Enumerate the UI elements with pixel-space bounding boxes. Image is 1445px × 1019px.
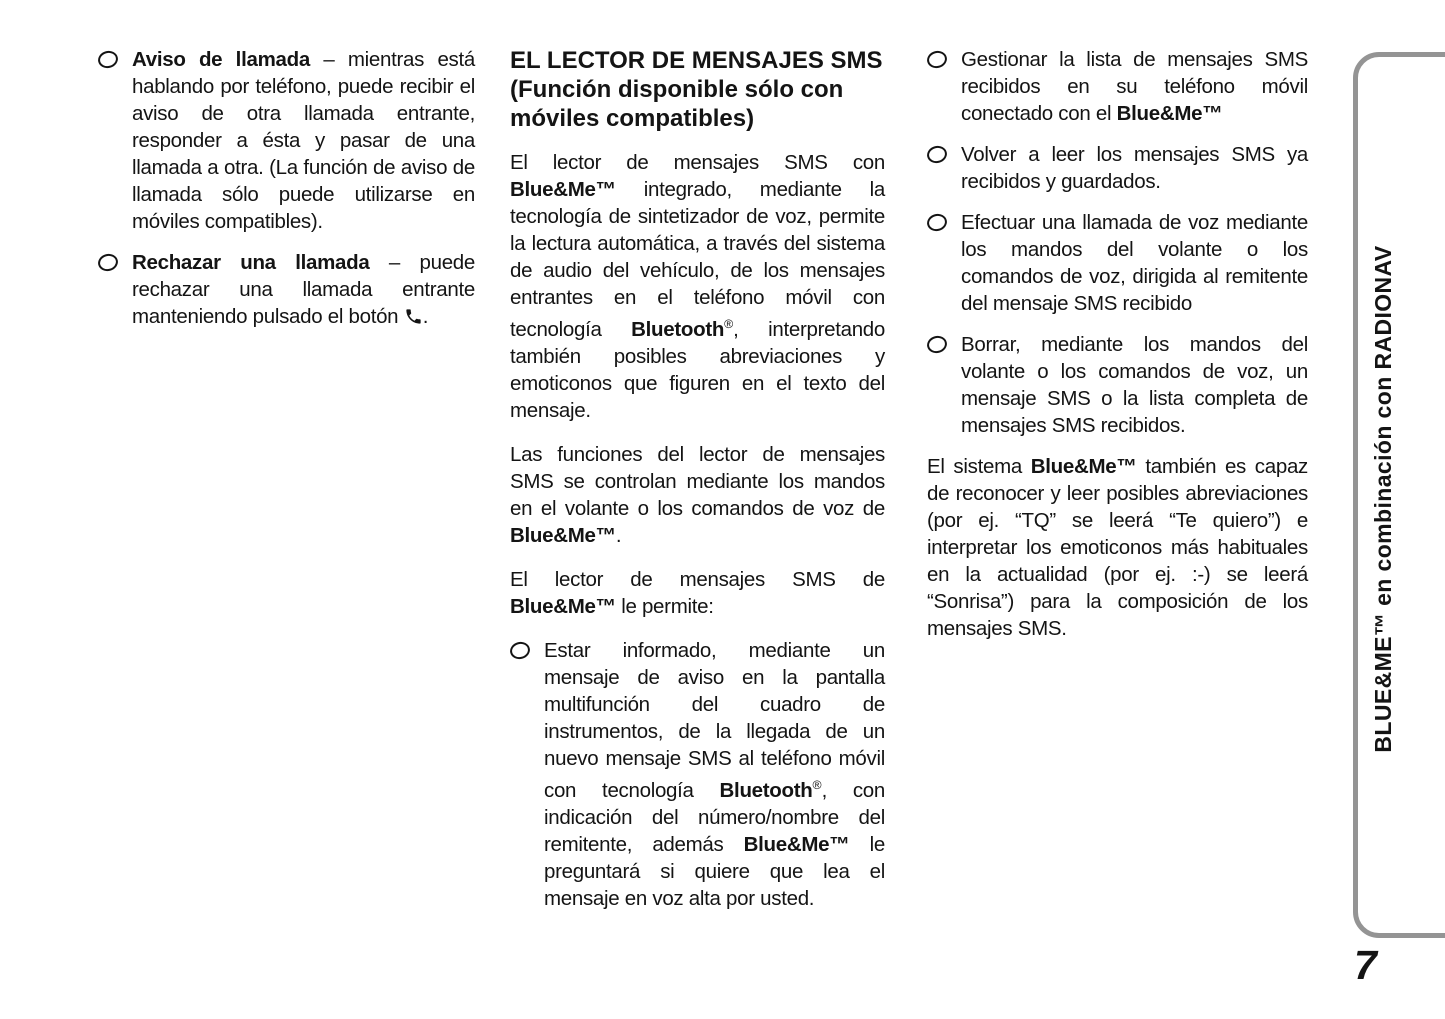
bullet-text (961, 331, 1308, 439)
text-segment: Blue&Me™ (1030, 455, 1137, 478)
text-segment: Aviso de llamada (132, 48, 310, 71)
column-right (927, 46, 1308, 659)
text-segment: ® (724, 317, 734, 331)
bullet-circle-icon (96, 252, 120, 273)
text-segment: – mientras está hablando por teléfono, puede recibir el aviso de otra llamada entrante, responder a ésta y pasar de una llamada a otra. (La función de aviso de llamada sólo puede utilizarse en móviles compatibles). (132, 48, 475, 233)
bullet-text (544, 637, 885, 912)
thumb-index-tab-label: BLUE&ME™ en combinación con RADIONAV (1370, 245, 1396, 753)
text-segment: Blue&Me™ (510, 594, 616, 618)
bullet-circle-icon (925, 49, 949, 70)
phone-handset-icon (404, 305, 423, 328)
text-segment: Blue&Me™ (510, 523, 616, 547)
text-segment: – puede rechazar una llamada entrante manteniendo pulsado el botón (132, 251, 475, 328)
bullet-text (132, 46, 475, 235)
text-segment: Bluetooth (719, 778, 813, 802)
bullet-text (961, 46, 1308, 127)
text-segment: Borrar, mediante los mandos del volante o los comandos de voz, un mensaje SMS o la lista completa de mensajes SMS recibidos. (961, 333, 1308, 437)
bullet-item (927, 331, 1308, 439)
text-segment: El lector de mensajes SMS de (510, 567, 885, 591)
paragraph (510, 441, 885, 549)
bullet-circle-icon (925, 334, 949, 355)
bullet-item (927, 209, 1308, 317)
bullet-circle-icon (96, 49, 120, 70)
bullet-item (927, 141, 1308, 195)
bullet-circle-icon (925, 212, 949, 233)
text-segment: integrado, mediante la tecnología de sintetizador de voz, permite la lectura automática, a través del sistema de audio del vehículo, de los mensajes entrantes en el teléfono móvil con tecnología (510, 178, 885, 341)
text-segment: , con indicación del número/nombre del remitente, además (544, 778, 886, 856)
section-heading (510, 46, 885, 133)
paragraph (510, 566, 885, 620)
page-number: 7 (1354, 942, 1377, 988)
column-left (98, 46, 475, 344)
bullet-text (961, 209, 1308, 317)
paragraph (510, 149, 885, 424)
bullet-circle-icon (508, 640, 532, 661)
column-middle (510, 46, 885, 926)
text-segment: también es capaz de reconocer y leer posibles abreviaciones (por ej. “TQ” se leerá “Te quiero”) e interpretar los emoticonos más habituales en la actualidad (por ej. :-) se leerá “Sonrisa”) para la composición de los mensajes SMS. (927, 455, 1308, 640)
bullet-text (961, 141, 1308, 195)
paragraph (927, 453, 1308, 642)
text-segment: Rechazar una llamada (132, 251, 370, 274)
text-segment: Bluetooth (631, 317, 725, 341)
text-segment: Volver a leer los mensajes SMS ya recibidos y guardados. (961, 143, 1308, 193)
text-segment: Las funciones del lector de mensajes SMS se controlan mediante los mandos en el volante o los comandos de voz de (510, 442, 885, 520)
text-segment: ® (812, 777, 822, 792)
text-segment: Blue&Me™ (1116, 102, 1223, 125)
text-segment: Efectuar una llamada de voz mediante los mandos del volante o los comandos de voz, dirigida al remitente del mensaje SMS recibido (961, 211, 1308, 315)
text-segment: EL LECTOR DE MENSAJES SMS (Función disponible sólo con móviles compatibles) (510, 47, 883, 132)
text-segment: Blue&Me™ (510, 178, 616, 201)
text-segment: . (422, 305, 429, 328)
text-segment: Blue&Me™ (743, 832, 850, 856)
text-segment: Estar informado, mediante un mensaje de aviso en la pantalla multifunción del cuadro de instrumentos, de la llegada de un nuevo mensaje SMS al teléfono móvil con tecnología (544, 638, 885, 802)
text-segment: , interpretando también posibles abreviaciones y emoticonos que figuren en el texto del mensaje. (510, 317, 885, 422)
text-segment: Gestionar la lista de mensajes SMS recibidos en su teléfono móvil conectado con el (961, 48, 1308, 125)
bullet-item (510, 637, 885, 912)
text-segment: El lector de mensajes SMS con (510, 151, 885, 174)
text-segment: le permite: (615, 594, 714, 618)
text-segment: le preguntará si quiere que lea el mensaje en voz alta por usted. (544, 832, 885, 910)
bullet-item (98, 46, 475, 235)
bullet-item (927, 46, 1308, 127)
text-segment: . (615, 523, 622, 547)
bullet-text (132, 249, 475, 330)
text-segment: El sistema (927, 455, 1031, 478)
bullet-circle-icon (925, 144, 949, 165)
bullet-item (98, 249, 475, 330)
